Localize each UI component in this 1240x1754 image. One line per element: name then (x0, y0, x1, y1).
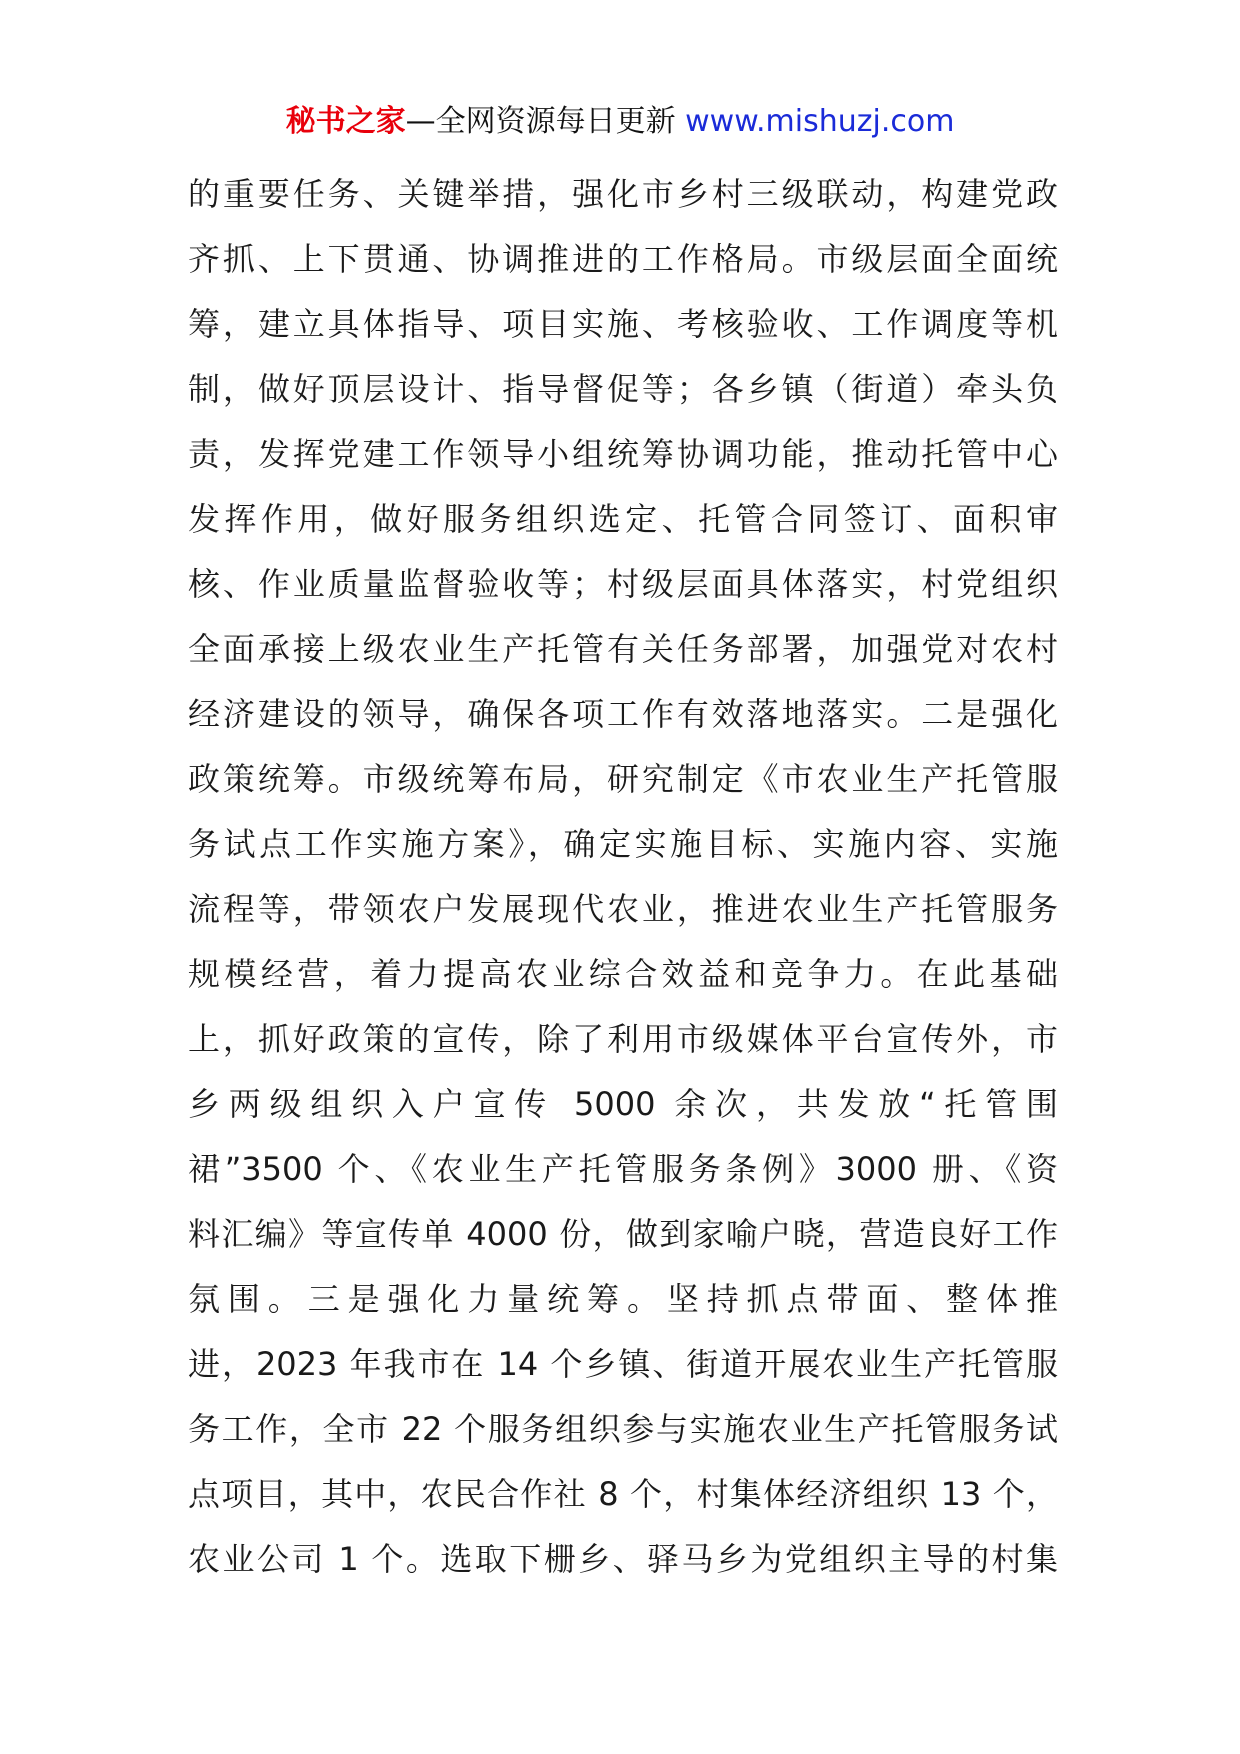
text-line: 料汇编》等宣传单 4000 份，做到家喻户晓，营造良好工作 (188, 1215, 1058, 1253)
text-line: 制，做好顶层设计、指导督促等；各乡镇（街道）牵头负 (188, 370, 1058, 408)
text-line: 的重要任务、关键举措，强化市乡村三级联动，构建党政 (188, 175, 1058, 213)
text-line: 筹，建立具体指导、项目实施、考核验收、工作调度等机 (188, 305, 1058, 343)
text-line: 责，发挥党建工作领导小组统筹协调功能，推动托管中心 (188, 435, 1058, 473)
header-tagline: —全网资源每日更新 (405, 104, 676, 139)
text-line: 务工作，全市 22 个服务组织参与实施农业生产托管服务试 (188, 1410, 1058, 1448)
text-line: 政策统筹。市级统筹布局，研究制定《市农业生产托管服 (188, 760, 1058, 798)
text-line: 全面承接上级农业生产托管有关任务部署，加强党对农村 (188, 630, 1058, 668)
header-url-link[interactable]: www.mishuzj.com (685, 104, 955, 139)
text-line: 流程等，带领农户发展现代农业，推进农业生产托管服务 (188, 890, 1058, 928)
text-line: 乡两级组织入户宣传 5000 余次，共发放“托管围 (188, 1085, 1058, 1123)
header-brand: 秘书之家 (285, 104, 406, 139)
text-line: 务试点工作实施方案》，确定实施目标、实施内容、实施 (188, 825, 1058, 863)
text-line: 规模经营，着力提高农业综合效益和竞争力。在此基础 (188, 955, 1058, 993)
page-header (0, 100, 1240, 144)
text-line: 氛围。三是强化力量统筹。坚持抓点带面、整体推 (188, 1280, 1058, 1318)
text-line: 上，抓好政策的宣传，除了利用市级媒体平台宣传外，市 (188, 1020, 1058, 1058)
body-text (188, 162, 1058, 1592)
text-line: 裙”3500 个、《农业生产托管服务条例》3000 册、《资 (188, 1150, 1058, 1188)
text-line: 发挥作用，做好服务组织选定、托管合同签订、面积审 (188, 500, 1058, 538)
text-line: 进，2023 年我市在 14 个乡镇、街道开展农业生产托管服 (188, 1345, 1058, 1383)
text-line: 农业公司 1 个。选取下栅乡、驿马乡为党组织主导的村集 (188, 1540, 1058, 1578)
text-line: 经济建设的领导，确保各项工作有效落地落实。二是强化 (188, 695, 1058, 733)
text-line: 核、作业质量监督验收等；村级层面具体落实，村党组织 (188, 565, 1058, 603)
text-line: 点项目，其中，农民合作社 8 个，村集体经济组织 13 个， (188, 1475, 1058, 1513)
text-line: 齐抓、上下贯通、协调推进的工作格局。市级层面全面统 (188, 240, 1058, 278)
